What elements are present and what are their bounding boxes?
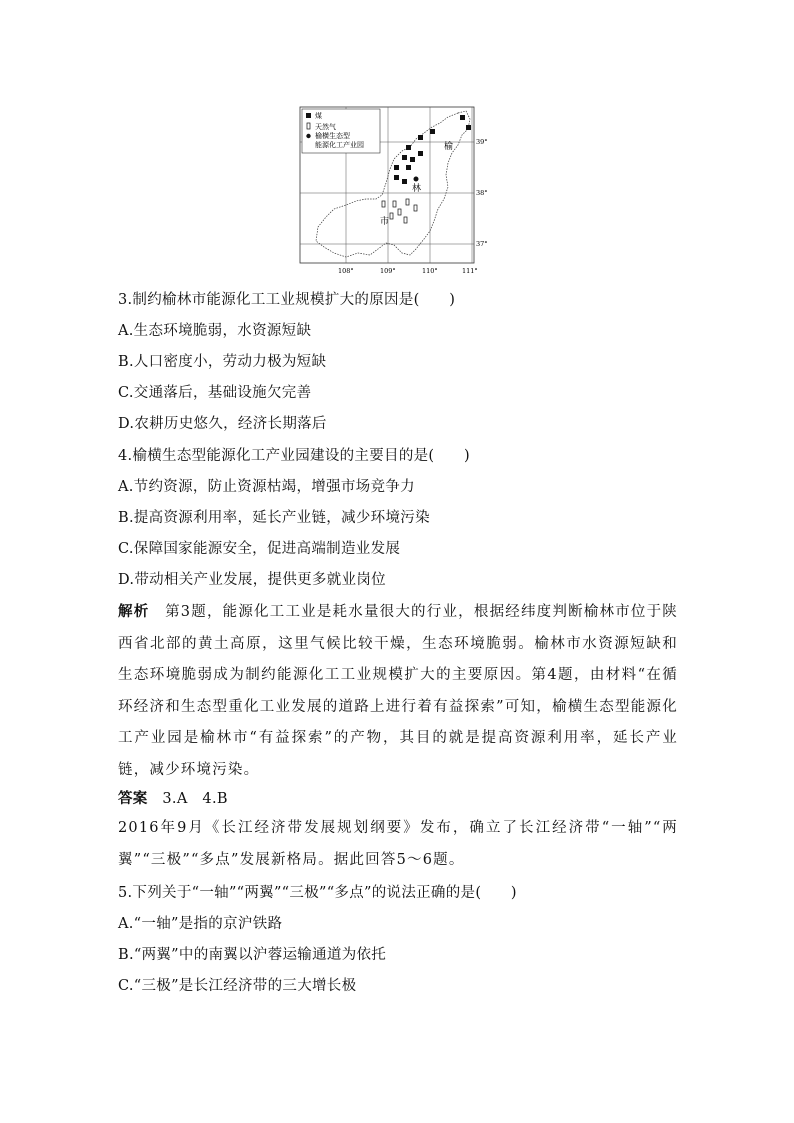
lon-label-110: 110° (422, 267, 438, 275)
q4-option-d: D.带动相关产业发展，提供更多就业岗位 (118, 572, 386, 588)
answer-text: 3.A 4.B (147, 791, 228, 807)
q4-option-c: C.保障国家能源安全，促进高端制造业发展 (118, 541, 401, 557)
answer-label: 答案 (118, 790, 148, 807)
legend-gas-label: 天然气 (315, 123, 336, 131)
lat-label-39: 39° (476, 138, 488, 146)
map-char-yu: 榆 (444, 142, 454, 152)
legend-park-label-1: 榆横生态型 (315, 132, 350, 140)
lon-label-108: 108° (338, 267, 354, 275)
park-legend-icon (306, 134, 310, 138)
legend-park-label-2: 能源化工产业园 (315, 141, 364, 149)
answer-line (118, 789, 228, 809)
location-map (298, 105, 486, 275)
q3-option-b: B.人口密度小，劳动力极为短缺 (118, 354, 327, 370)
lat-label-38: 38° (476, 189, 488, 197)
coal-legend-icon (306, 113, 311, 118)
q3-option-d: D.农耕历史悠久，经济长期落后 (118, 416, 327, 432)
lon-label-109: 109° (380, 267, 396, 275)
q5-option-c: C.“三极”是长江经济带的三大增长极 (118, 978, 357, 994)
q3-stem: 3.制约榆林市能源化工工业规模扩大的原因是( ) (118, 292, 456, 308)
analysis-block (118, 596, 678, 786)
q4-option-a: A.节约资源，防止资源枯竭，增强市场竞争力 (118, 479, 415, 495)
q3-option-c: C.交通落后，基础设施欠完善 (118, 385, 312, 401)
q4-option-b: B.提高资源利用率，延长产业链，减少环境污染 (118, 510, 430, 526)
q5-stem: 5.下列关于“一轴”“两翼”“三极”“多点”的说法正确的是( ) (118, 885, 517, 901)
q5-option-a: A.“一轴”是指的京沪铁路 (118, 916, 283, 932)
lon-label-111: 111° (462, 267, 478, 275)
legend-coal-label: 煤 (315, 112, 322, 120)
q3-option-a: A.生态环境脆弱，水资源短缺 (118, 323, 312, 339)
analysis-text: 第3题，能源化工工业是耗水量很大的行业，根据经纬度判断榆林市位于陕西省北部的黄土高原，这里气候比较干燥，生态环境脆弱。榆林市水资源短缺和生态环境脆弱成为制约能源化工工业规模扩大的主要原因。第4题，由材料“在循环经济和生态型重化工业发展的道路上进行着有益探索”可知，榆横生态型能源化工产业园是榆林市“有益探索”的产物，其目的就是提高资源利用率，延长产业链，减少环境污染。 (118, 604, 678, 778)
industrial-park-marker (414, 177, 419, 182)
map-char-shi: 市 (380, 217, 390, 227)
analysis-label: 解析 (118, 603, 150, 620)
q4-stem: 4.榆横生态型能源化工产业园建设的主要目的是( ) (118, 448, 470, 464)
q5-option-b: B.“两翼”中的南翼以沪蓉运输通道为依托 (118, 947, 387, 963)
material-intro: 2016年9月《长江经济带发展规划纲要》发布，确立了长江经济带“一轴”“两翼”“三极”“多点”发展新格局。据此回答5～6题。 (118, 820, 678, 868)
lat-label-37: 37° (476, 240, 488, 248)
map-char-lin: 林 (412, 184, 422, 194)
